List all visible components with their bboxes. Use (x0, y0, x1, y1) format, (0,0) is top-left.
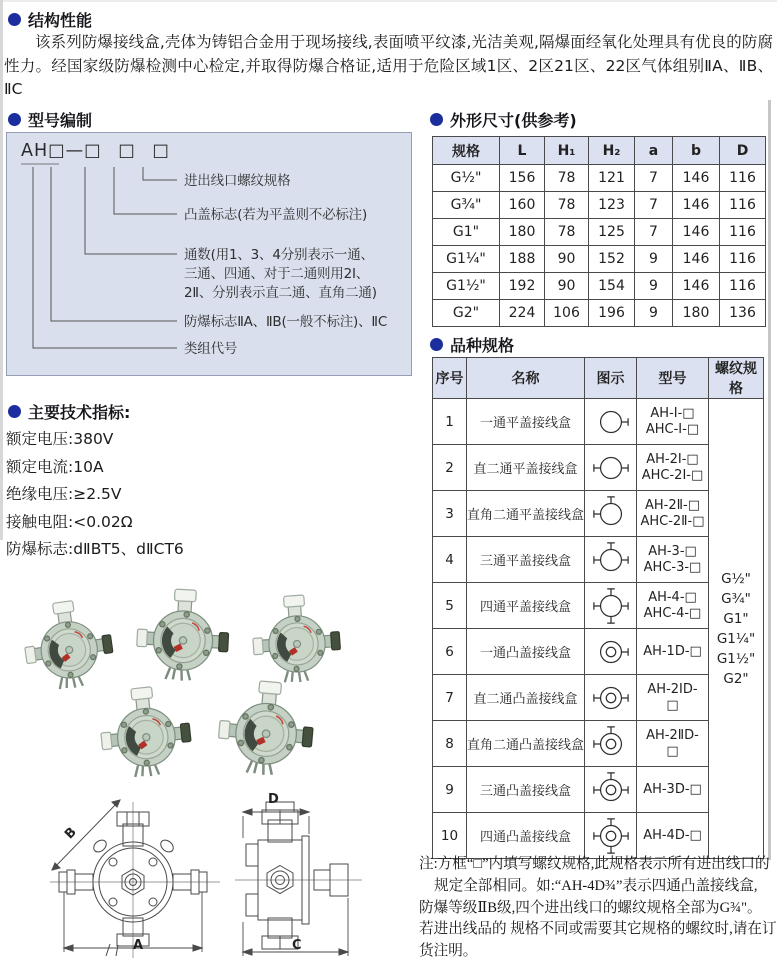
cell-spec: G1" (433, 219, 500, 246)
product-symbol-cell (585, 813, 637, 859)
cell: 116 (720, 192, 766, 219)
cell: 154 (589, 273, 635, 300)
cell: 192 (500, 273, 545, 300)
cell: 224 (500, 300, 545, 327)
callout-line: 2Ⅱ、分别表示直二通、直角二通) (184, 285, 377, 301)
model-line: AH-2ⅠD- (647, 681, 698, 697)
section-bullet-icon (8, 405, 21, 418)
page-top-edge (0, 0, 777, 2)
callout-thread-spec: 进出线口螺纹规格 (184, 173, 291, 189)
products-table (432, 357, 764, 859)
section-bullet-icon (8, 113, 21, 126)
product-model (637, 721, 709, 767)
cell: 78 (545, 165, 589, 192)
junction-box-photo (250, 593, 342, 685)
section-products-header (430, 333, 514, 356)
table-row (433, 165, 766, 192)
product-model (637, 445, 709, 491)
product-symbol-cell (585, 583, 637, 629)
col-header: 型号 (637, 358, 709, 399)
col-header: 规格 (433, 137, 500, 165)
footnote-line: 若进出线品的 规格不同或需要其它规格的螺纹时,请在订 (419, 921, 777, 938)
model-line: AHC-3-□ (643, 559, 702, 575)
cell: 125 (589, 219, 635, 246)
product-model (637, 629, 709, 675)
cell: 121 (589, 165, 635, 192)
col-header: 名称 (467, 358, 585, 399)
section-structure-header (8, 8, 92, 31)
product-model (637, 537, 709, 583)
product-symbol-cell (585, 445, 637, 491)
section-bullet-icon (430, 113, 443, 126)
page-left-edge (0, 0, 3, 540)
cell: 146 (673, 219, 720, 246)
section-title: 主要技术指标: (28, 403, 131, 422)
product-name: 三通凸盖接线盒 (467, 767, 585, 813)
model-line: □ (666, 743, 679, 759)
tech-spec-item: 额定电流:10A (6, 457, 104, 476)
cell: 116 (720, 165, 766, 192)
cell-spec: G2" (433, 300, 500, 327)
cell: 188 (500, 246, 545, 273)
structure-paragraph: 该系列防爆接线盒,壳体为铸铝合金用于现场接线,表面喷平纹漆,光洁美观,隔爆面经氧化处理具有优良的防腐性力。经国家级防爆检测中心检定,并取得防爆合格证,适用于危险区域1区、2区21区、22区气体组别ⅡA、ⅡB、ⅡC (4, 33, 773, 98)
product-symbol-cell (585, 675, 637, 721)
junction-symbol-flat-2way-straight-icon (589, 449, 633, 487)
footnote (419, 854, 777, 963)
cell-spec: G1¼" (433, 246, 500, 273)
dim-label-d: D (268, 792, 279, 807)
junction-symbol-dome-2way-angle-icon (589, 725, 633, 763)
thread-size-cell (709, 399, 764, 859)
model-line: AHC-2Ⅱ-□ (640, 513, 705, 529)
callout-way-count (184, 246, 377, 303)
section-title: 结构性能 (28, 11, 93, 30)
dimension-drawings (30, 790, 400, 962)
page-right-edge (768, 100, 771, 860)
footnote-line: 防爆等级ⅡB级,四个进出线口的螺纹规格全部为G¾"。 (419, 899, 762, 916)
callout-dome-mark: 凸盖标志(若为平盖则不必标注) (184, 207, 368, 223)
section-tech-header (8, 400, 130, 423)
tech-spec-item: 接触电阻:<0.02Ω (6, 512, 133, 531)
cell: 196 (589, 300, 635, 327)
model-line: AHC-2Ⅰ-□ (641, 467, 704, 483)
product-name: 直角二通凸盖接线盒 (467, 721, 585, 767)
table-header-row (433, 358, 764, 399)
model-line: AH-4-□ (648, 589, 697, 605)
product-name: 一通平盖接线盒 (467, 399, 585, 445)
footnote-line: 货注明。 (419, 943, 478, 960)
col-header: L (500, 137, 545, 165)
product-symbol-cell (585, 629, 637, 675)
model-line: AH-2ⅡD- (646, 727, 699, 743)
col-header: H₁ (545, 137, 589, 165)
model-code-diagram (6, 132, 412, 376)
cell: 9 (635, 273, 673, 300)
product-model (637, 813, 709, 859)
cell: 116 (720, 246, 766, 273)
cell: 78 (545, 219, 589, 246)
model-line: AH-3D-□ (643, 781, 702, 797)
product-no: 8 (433, 721, 467, 767)
callout-ex-mark: 防爆标志ⅡA、ⅡB(一般不标注)、ⅡC (184, 314, 388, 330)
thread-size: G½" (721, 570, 751, 587)
cell: 123 (589, 192, 635, 219)
product-no: 7 (433, 675, 467, 721)
cell-spec: G1½" (433, 273, 500, 300)
model-line: AH-Ⅰ-□ (650, 405, 695, 421)
product-name: 四通平盖接线盒 (467, 583, 585, 629)
cell: 116 (720, 273, 766, 300)
product-model (637, 583, 709, 629)
cell: 116 (720, 219, 766, 246)
junction-box-photo (216, 678, 317, 779)
junction-symbol-flat-4way-icon (589, 587, 633, 625)
footnote-line: 规定全部相同。如:“AH-4D¾”表示四通凸盖接线盒, (434, 877, 758, 894)
product-no: 2 (433, 445, 467, 491)
cell: 9 (635, 246, 673, 273)
junction-symbol-flat-2way-angle-icon (589, 495, 633, 533)
cell-spec: G½" (433, 165, 500, 192)
product-no: 1 (433, 399, 467, 445)
table-row (433, 219, 766, 246)
table-row (433, 246, 766, 273)
model-line: AH-4D-□ (643, 827, 702, 843)
table-row (433, 273, 766, 300)
cell: 146 (673, 192, 720, 219)
section-model-code-header (8, 108, 92, 131)
section-title: 外形尺寸(供参考) (450, 111, 577, 130)
section-bullet-icon (8, 13, 21, 26)
section-title: 型号编制 (28, 111, 93, 130)
model-line: AH-3-□ (648, 543, 697, 559)
product-model (637, 399, 709, 445)
col-header: 图示 (585, 358, 637, 399)
cell: 7 (635, 165, 673, 192)
callout-class-code: 类组代号 (184, 341, 238, 357)
tech-spec-list (6, 426, 184, 564)
cell: 9 (635, 300, 673, 327)
junction-box-photo (19, 596, 117, 694)
tech-spec-item: 额定电压:380V (6, 430, 114, 448)
product-model (637, 675, 709, 721)
junction-box-photo (135, 587, 231, 683)
table-row (433, 399, 764, 445)
product-no: 4 (433, 537, 467, 583)
product-no: 3 (433, 491, 467, 537)
model-line: AH-1D-□ (643, 643, 702, 659)
thread-size: G1¼" (716, 630, 756, 647)
table-row (433, 300, 766, 327)
callout-line: 通数(用1、3、4分别表示一通、 (184, 247, 374, 263)
dimensions-table (432, 136, 766, 327)
junction-symbol-flat-3way-icon (589, 541, 633, 579)
model-line: □ (666, 697, 679, 713)
cell: 136 (720, 300, 766, 327)
product-model (637, 491, 709, 537)
table-header-row (433, 137, 766, 165)
product-symbol-cell (585, 537, 637, 583)
junction-symbol-dome-3way-icon (589, 771, 633, 809)
cell: 7 (635, 219, 673, 246)
col-header: 序号 (433, 358, 467, 399)
junction-symbol-flat-1way-icon (589, 403, 633, 441)
cell: 90 (545, 273, 589, 300)
product-no: 10 (433, 813, 467, 859)
col-header: H₂ (589, 137, 635, 165)
product-no: 6 (433, 629, 467, 675)
col-header: 螺纹规格 (709, 358, 764, 399)
dim-label-c: C (292, 938, 302, 953)
thread-size: G1½" (716, 650, 756, 667)
callout-line: 三通、四通、对于二通则用2Ⅰ、 (184, 266, 370, 282)
product-symbol-cell (585, 399, 637, 445)
cell: 7 (635, 192, 673, 219)
product-no: 9 (433, 767, 467, 813)
cell: 180 (500, 219, 545, 246)
section-title: 品种规格 (450, 336, 515, 355)
junction-box-photo (97, 683, 195, 781)
model-line: AHC-Ⅰ-□ (645, 421, 700, 437)
cell: 146 (673, 273, 720, 300)
cell: 106 (545, 300, 589, 327)
tech-spec-item: 防爆标志:dⅡBT5、dⅡCT6 (6, 540, 184, 558)
cell: 90 (545, 246, 589, 273)
dim-label-b: B (62, 824, 80, 843)
junction-symbol-dome-4way-icon (589, 817, 633, 855)
model-code-string: AH□—□ □ □ (21, 141, 170, 161)
dim-label-a: A (133, 938, 144, 953)
product-no: 5 (433, 583, 467, 629)
product-symbol-cell (585, 767, 637, 813)
col-header: b (673, 137, 720, 165)
tech-spec-item: 绝缘电压:≥2.5V (6, 485, 122, 503)
thread-size: G2" (723, 670, 749, 687)
product-name: 四通凸盖接线盒 (467, 813, 585, 859)
junction-symbol-dome-2way-straight-icon (589, 679, 633, 717)
col-header: a (635, 137, 673, 165)
model-line: AH-2Ⅱ-□ (644, 497, 700, 513)
model-line: AH-2Ⅰ-□ (646, 451, 699, 467)
section-dimensions-header (430, 108, 577, 131)
cell: 160 (500, 192, 545, 219)
product-name: 直二通平盖接线盒 (467, 445, 585, 491)
table-row (433, 192, 766, 219)
section-bullet-icon (430, 338, 443, 351)
product-name: 直二通凸盖接线盒 (467, 675, 585, 721)
footnote-line: 注:方框“□”内填写螺纹规格,此规格表示所有进出线口的 (419, 856, 770, 872)
product-photos (12, 578, 397, 788)
thread-size: G¾" (721, 590, 751, 607)
col-header: D (720, 137, 766, 165)
product-name: 一通凸盖接线盒 (467, 629, 585, 675)
cell: 146 (673, 246, 720, 273)
model-line: AHC-4-□ (643, 605, 702, 621)
cell: 156 (500, 165, 545, 192)
product-name: 三通平盖接线盒 (467, 537, 585, 583)
cell: 146 (673, 165, 720, 192)
thread-size: G1" (723, 610, 749, 627)
product-model (637, 767, 709, 813)
cell: 78 (545, 192, 589, 219)
product-symbol-cell (585, 491, 637, 537)
product-name: 直角二通平盖接线盒 (467, 491, 585, 537)
cell: 152 (589, 246, 635, 273)
product-symbol-cell (585, 721, 637, 767)
cell-spec: G¾" (433, 192, 500, 219)
junction-symbol-dome-1way-icon (589, 633, 633, 671)
cell: 180 (673, 300, 720, 327)
